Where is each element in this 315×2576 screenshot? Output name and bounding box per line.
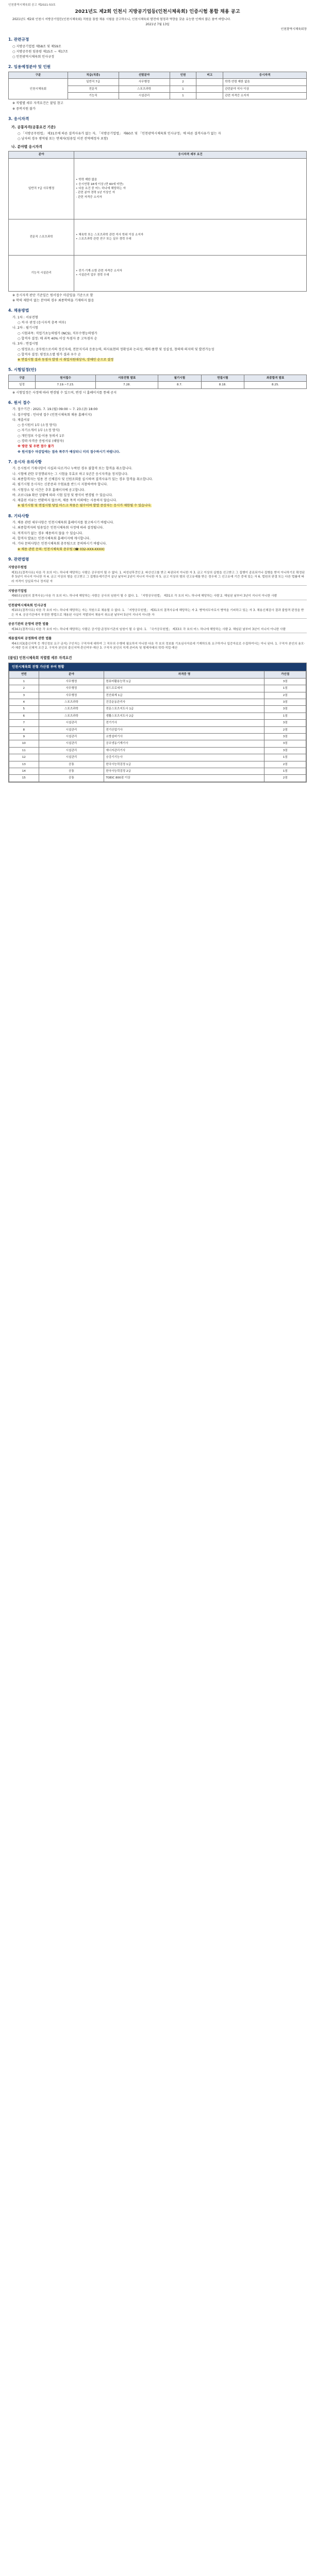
table-cell: 11 <box>9 747 39 754</box>
column-header: 직급(직종) <box>68 72 119 78</box>
law-text: 제60조(임원의 결격사유) 다음 각 호의 어느 하나에 해당하는 사람은 공사의 임원이 될 수 없다. 1. 「지방공무원법」 제31조 각 호의 어느 하나에 해당하는 사람 2. 해임된 날부터 3년이 지나지 아니한 사람 <box>11 594 277 598</box>
table-cell: 9 <box>9 733 39 740</box>
table-row <box>9 754 306 761</box>
table-header-row <box>9 72 307 78</box>
table-cell: 사무행정 <box>39 692 104 699</box>
law-title: 공공기관의 운영에 관한 법률 <box>8 622 49 626</box>
table-cell: 1 <box>170 93 196 99</box>
table-cell: 1점 <box>264 713 306 719</box>
table-row <box>9 692 306 699</box>
list-item: 다. 최종합격자는 임용 전 신체검사 및 신원조회를 실시하며 결격사유가 있는 경우 합격을 취소합니다. <box>12 477 153 481</box>
appendix <box>8 656 307 783</box>
column-header: 응시자격 <box>223 72 307 78</box>
section-title: 8. 기타사항 <box>8 513 29 518</box>
table-cell: 2 <box>170 79 196 86</box>
list-item: 바. 코로나19 확산 상황에 따라 시험 일정 및 방식이 변경될 수 있습니다. <box>12 493 113 497</box>
table-cell: 2점 <box>264 761 306 768</box>
table-cell: 시설관리 <box>39 740 104 747</box>
column-header: 가산점 <box>264 671 306 678</box>
section-eligibility <box>8 116 307 303</box>
table-cell: 2 <box>9 685 39 692</box>
table-row <box>9 685 306 692</box>
table-cell: 13 <box>9 761 39 768</box>
law-text: 제31조(결격사유) 다음 각 호의 어느 하나에 해당하는 사람은 공무원이 될 수 없다. 1. 피성년후견인 2. 파산선고를 받고 복권되지 아니한 자 3. 금고 이상의 실형을 선고받고 그 집행이 종료되거나 집행을 받지 아니하기로 확정된 후 5년이 지나지 아니한 자 4. 금고 이상의 형을 선고받고 그 집행유예기간이 끝난 날부터 2년이 지나지 아니한 자 5. 금고 이상의 형의 선고유예를 받은 경우에 그 선고유예 기간 중에 있는 자 6. 법원의 판결 또는 다른 법률에 따라 자격이 상실되거나 정지된 자 <box>11 571 305 583</box>
table-cell: 공통 <box>39 775 104 782</box>
table-cell: 건강운동관리사 <box>104 699 264 705</box>
column-header: 최종합격 발표 <box>244 375 307 381</box>
column-header: 연번 <box>9 671 39 678</box>
bonus-points-table <box>9 671 306 782</box>
table-cell: 승강기기능사 <box>104 754 264 761</box>
table-cell: 3 <box>9 692 39 699</box>
list-item: 다. 적격자가 없는 경우 채용하지 않을 수 있습니다. <box>12 531 84 535</box>
note: ※ 응시자격 판단 기준일은 원서접수 마감일을 기준으로 함 <box>12 293 93 297</box>
table-cell: 1점 <box>264 754 306 761</box>
table-row <box>9 775 306 782</box>
table-cell: 7.19.~7.23. <box>36 382 96 388</box>
table-cell: 기능직 <box>68 93 119 99</box>
table-cell: 7 <box>9 720 39 726</box>
table-cell: 공조냉동기계기사 <box>104 740 264 747</box>
table-cell: 3점 <box>264 740 306 747</box>
section-title: 3. 응시자격 <box>8 116 29 121</box>
table-cell: 일반직 7급 사무행정 <box>9 158 74 219</box>
page-title: 2021년도 제2회 인천시 지방공기업등(인천시체육회) 인증시험 통합 채용 공고 <box>75 9 240 14</box>
table-cell: 3점 <box>264 733 306 740</box>
section-application <box>8 400 307 454</box>
section-title: 5. 시험일정(안) <box>8 367 37 372</box>
column-header: 비고 <box>196 72 223 78</box>
intro-text: 2021년도 제2회 인천시 지방공기업등(인천시체육회) 직원을 통합 채용 시험을 공고하오니, 인천시체육회 발전에 열정과 역량을 갖춘 유능한 인재의 많은 참여 바랍니다. <box>12 18 231 21</box>
table-cell: 전산회계 1급 <box>104 692 264 699</box>
table-row <box>9 255 307 291</box>
list-item: 가. 채용 관련 세부사항은 인천시체육회 홈페이지를 참고하시기 바랍니다. <box>12 521 114 525</box>
list-item: ○ 합격자 결정: 매 과목 40% 이상 득점자 중 고득점자 순 <box>18 336 97 341</box>
table-header-row <box>9 151 307 158</box>
column-header: 인원 <box>170 72 196 78</box>
list-item: ○ 「지방공무원법」 제31조에 따른 결격사유가 없는 자, 「지방공기업법」 제60조 및 「인천광역시체육회 인사규정」에 따른 결격사유가 없는 자 <box>18 131 221 135</box>
table-cell: 3점 <box>264 699 306 705</box>
table-cell: 3점 <box>264 706 306 713</box>
column-header: 선발분야 <box>119 72 170 78</box>
table-row <box>9 720 306 726</box>
table-cell: 스포츠과학 <box>39 706 104 713</box>
column-header: 분야 <box>39 671 104 678</box>
list-item: 다. 3차 : 면접시험 <box>12 342 38 346</box>
law-title: 인천광역시체육회 인사규정 <box>8 603 46 607</box>
section-positions <box>8 64 307 111</box>
table-cell: 생활스포츠지도사 2급 <box>104 713 264 719</box>
table-cell: 전문스포츠지도사 1급 <box>104 706 264 713</box>
highlight-note: ※ 채용 관련 문의: 인천시체육회 총무팀 (☎ 032-XXX-XXXX) <box>18 547 105 551</box>
section-title: 4. 채용방법 <box>8 308 29 313</box>
table-cell: 7.28. <box>96 382 158 388</box>
table-cell: 8.7. <box>158 382 202 388</box>
list-item: ○ 합격자 결정: 평정요소별 평가 결과 우수 순 <box>18 352 81 357</box>
list-item: 다. 제출서류 <box>12 418 30 422</box>
divider <box>8 618 307 619</box>
table-cell: 1 <box>9 678 39 685</box>
subsection-title: 가. 공통자격(공통요건 기준) <box>11 125 56 130</box>
list-item: ○ 시험과목: 직업기초능력평가 (NCS), 직무수행능력평가 <box>18 331 97 335</box>
table-cell: 6 <box>9 713 39 719</box>
table-cell: 3점 <box>264 720 306 726</box>
doc-header: 인천광역시체육회 공고 제2021-53호 <box>8 4 56 7</box>
table-cell: 3점 <box>264 747 306 754</box>
table-cell: 일반직 7급 <box>68 79 119 86</box>
table-cell <box>196 86 223 92</box>
table-cell: • 전기·기계·소방 관련 자격증 소지자 • 시설관리 업무 경력 우대 <box>74 255 307 291</box>
table-cell: 관련분야 석사 이상 <box>223 86 307 92</box>
table-row <box>9 79 307 86</box>
table-cell: 시설관리 <box>39 720 104 726</box>
table-cell: 1점 <box>264 685 306 692</box>
column-header: 분야 <box>9 151 74 158</box>
table-cell: 스포츠과학 <box>119 86 170 92</box>
table-cell: TOEIC 800점 이상 <box>104 775 264 782</box>
list-item: ○ 적·부 판정 (응시자격 충족 여부) <box>18 321 66 325</box>
table-row <box>9 726 306 733</box>
table-cell: 3점 <box>264 678 306 685</box>
law-text: 제10조(결격사유) 다음 각 호의 어느 하나에 해당하는 자는 직원으로 채용될 수 없다. 1. 「지방공무원법」 제31조의 결격사유에 해당하는 자 2. 병역의무자로서 병역을 기피하고 있는 자 3. 채용신체검사 결과 불합격 판정을 받은 자 4. 공공기관에서 부정한 방법으로 채용된 사실이 적발되어 채용이 취소된 날부터 5년이 지나지 아니한 자 <box>11 608 304 617</box>
table-cell: 1점 <box>264 768 306 774</box>
law-title: 지방공기업법 <box>8 589 27 593</box>
table-header-row <box>9 671 306 678</box>
column-header: 구분 <box>9 375 36 381</box>
schedule-table <box>8 375 307 389</box>
table-cell: 시설관리 <box>39 754 104 761</box>
note: ※ 학력 제한이 없는 분야의 경우 최종학력을 기재하지 않음 <box>12 299 94 303</box>
table-cell: 15 <box>9 775 39 782</box>
warning-note: ※ 방문 및 우편 접수 불가 <box>18 445 54 449</box>
section-etc <box>8 513 307 552</box>
law-title: 지방공무원법 <box>8 566 27 570</box>
list-item: 나. 시험에 관한 부정행위자는 그 시험을 무효로 하고 5년간 응시자격을 정지합니다. <box>12 472 128 476</box>
law-text: 제4조의3(출신지역 등 개인정보 요구 금지) 구인자는 구직자에 대하여 그 직무의 수행에 필요하지 아니한 다음 각 호의 정보를 기초심사자료에 기재하도록 요구하거나 입증자료로 수집하여서는 아니 된다. 1. 구직자 본인의 용모·키·체중 등의 신체적 조건 2. 구직자 본인의 출신지역·혼인여부·재산 3. 구직자 본인의 직계 존비속 및 형제자매의 학력·직업·재산 <box>11 642 305 650</box>
table-cell: 한국사능력검정 1급 <box>104 761 264 768</box>
table-row <box>9 713 306 719</box>
list-item: ○ 인천광역시체육회 인사규정 <box>12 55 55 59</box>
table-cell: 전기산업기사 <box>104 726 264 733</box>
list-item: 가. 응시원서 기재사항이 사실과 다르거나 누락된 경우 불합격 또는 합격을 취소합니다. <box>12 467 132 471</box>
list-item: ○ 개인정보 수집·이용 동의서 1부 <box>18 434 64 438</box>
table-row <box>9 219 307 255</box>
table-cell: 공통 <box>39 768 104 774</box>
table-cell: 2점 <box>264 726 306 733</box>
table-cell: 12 <box>9 754 39 761</box>
table-cell: 공통 <box>39 761 104 768</box>
list-item: 나. 최종합격자의 임용일은 인천시체육회 사정에 따라 결정됩니다. <box>12 526 104 530</box>
table-cell: 기능직 시설관리 <box>9 255 74 291</box>
note: ※ 중복지원 불가 <box>12 107 36 111</box>
table-header-row <box>9 375 307 381</box>
table-cell: 사무행정 <box>39 678 104 685</box>
table-cell: 사무행정 <box>39 685 104 692</box>
column-header: 응시자격 세부 요건 <box>74 151 307 158</box>
list-item: ○ 응시원서 1부 (소정 양식) <box>18 423 57 428</box>
eligibility-table <box>8 151 307 291</box>
table-cell <box>196 79 223 86</box>
column-header: 자격증 명 <box>104 671 264 678</box>
table-cell: 컴퓨터활용능력 1급 <box>104 678 264 685</box>
column-header: 원서접수 <box>36 375 96 381</box>
subsection-title: 나. 분야별 응시자격 <box>11 145 42 149</box>
list-item: ○ 평정요소: 공무원으로서의 정신자세, 전문지식과 응용능력, 의사표현의 정확성과 논리성, 예의·품행 및 성실성, 창의력·의지력 및 발전가능성 <box>18 347 214 351</box>
table-cell: 4 <box>9 699 39 705</box>
table-cell: 워드프로세서 <box>104 685 264 692</box>
table-row <box>9 382 307 388</box>
note: ※ 직렬별 세부 자격요건은 붙임 참고 <box>12 101 63 106</box>
list-item: ○ 경력·자격증 증빙서류 (해당자) <box>18 439 64 444</box>
section-title: 9. 관련법령 <box>8 556 29 562</box>
table-cell: 2점 <box>264 692 306 699</box>
table-cell: • 체육학 또는 스포츠과학 관련 석사 학위 이상 소지자 • 스포츠과학 관련 연구 또는 실무 경력 우대 <box>74 219 307 255</box>
table-cell: 전기기사 <box>104 720 264 726</box>
list-item: 가. 접수기간 : 2021. 7. 19.(월) 09:00 ~ 7. 23.(금) 18:00 <box>12 408 98 412</box>
table-cell: 시설관리 <box>119 93 170 99</box>
table-row <box>9 706 306 713</box>
table-row <box>9 699 306 705</box>
table-cell: 8 <box>9 726 39 733</box>
table-cell <box>196 93 223 99</box>
list-item: 마. 기타 문의사항은 인천시체육회 총무팀으로 문의하시기 바랍니다. <box>12 542 107 546</box>
section-title: 2. 임용예정분야 및 인원 <box>8 64 51 70</box>
list-item: 나. 접수방법 : 인터넷 접수 (인천시체육회 채용 홈페이지) <box>12 413 92 417</box>
table-cell: 10 <box>9 740 39 747</box>
positions-table <box>8 72 307 100</box>
table-row <box>9 158 307 219</box>
table-cell: 에너지관리기사 <box>104 747 264 754</box>
table-row <box>9 747 306 754</box>
table-cell: • 학력 제한 없음 • 응시연령 18세 이상 (만 60세 미만) • 다음 요건 중 어느 하나에 해당하는 자 - 관련 분야 경력 1년 이상인 자 - 관련 자격증 소지자 <box>74 158 307 219</box>
note: ※ 시험일정은 사정에 따라 변경될 수 있으며, 변경 시 홈페이지를 통해 공지 <box>12 391 117 395</box>
section-selection-method <box>8 308 307 362</box>
table-cell: 전문직 스포츠과학 <box>9 219 74 255</box>
table-row <box>9 733 306 740</box>
table-cell: 1 <box>170 86 196 92</box>
list-item: ○ 지방공무원 임용령 제15조 ~ 제17조 <box>12 49 68 54</box>
list-item: 라. 합격자 발표는 인천시체육회 홈페이지에 게시합니다. <box>12 536 91 540</box>
section-related-laws <box>8 556 307 651</box>
section-title: 1. 관련규정 <box>8 37 29 42</box>
list-item: ○ 남자의 경우 병역필 또는 면제자(임용일 이전 전역예정자 포함) <box>18 137 108 141</box>
appendix-box-header: 인천시체육회 전형 가산점 부여 현황 <box>9 663 306 671</box>
list-item: 라. 필기시험 응시자는 신분증과 수험표를 반드시 지참하여야 합니다. <box>12 483 108 487</box>
table-cell: 소방설비기사 <box>104 733 264 740</box>
column-header: 면접시험 <box>201 375 244 381</box>
appendix-box <box>8 663 307 783</box>
table-cell: 2점 <box>264 775 306 782</box>
list-item: 나. 2차 : 필기시험 <box>12 326 38 330</box>
table-row <box>9 740 306 747</box>
table-cell: 전문직 <box>68 86 119 92</box>
table-cell: 인천시체육회 <box>9 79 68 99</box>
column-header: 서류전형 발표 <box>96 375 158 381</box>
table-row <box>9 761 306 768</box>
list-item: ○ 지방공기업법 제58조 및 제59조 <box>12 44 61 48</box>
table-cell: 시설관리 <box>39 747 104 754</box>
table-cell: 학력·연령 제한 없음 <box>223 79 307 86</box>
table-cell: 관련 자격증 소지자 <box>223 93 307 99</box>
table-cell: 시설관리 <box>39 733 104 740</box>
list-item: 사. 제출된 서류는 반환하지 않으며, 채용 목적 이외에는 사용하지 않습니다. <box>12 499 117 503</box>
law-title: 채용절차의 공정화에 관한 법률 <box>8 637 52 641</box>
highlight-note: ※ 면접시험 결과 동점자 발생 시 취업지원대상자, 장애인 순으로 결정 <box>18 358 114 362</box>
table-cell: 14 <box>9 768 39 774</box>
table-cell: 사무행정 <box>119 79 170 86</box>
info-note: ※ 원서접수 마감일에는 접속 폭주가 예상되니 미리 접수하시기 바랍니다. <box>18 450 120 454</box>
table-cell: 스포츠과학 <box>39 713 104 719</box>
highlight-note: ※ 필기시험 및 면접시험 당일 마스크 착용은 필수이며 발열 증상자는 응시가 제한될 수 있습니다. <box>18 504 152 508</box>
issuing-org: 인천광역시체육회장 <box>280 28 307 31</box>
section-cautions <box>8 459 307 509</box>
divider <box>8 585 307 586</box>
section-title: 6. 원서 접수 <box>8 400 30 405</box>
column-header: 구분 <box>9 72 68 78</box>
section-schedule <box>8 367 307 395</box>
appendix-title: [붙임] 인천시체육회 직렬별 세부 자격요건 <box>8 655 72 660</box>
list-item: 마. 시험장소 및 시간은 추후 홈페이지에 공고합니다. <box>12 488 86 492</box>
table-row <box>9 768 306 774</box>
table-cell: 일정 <box>9 382 36 388</box>
table-cell: 한국사능력검정 2급 <box>104 768 264 774</box>
table-cell: 스포츠과학 <box>39 699 104 705</box>
table-cell: 8.18. <box>201 382 244 388</box>
announcement-date: 2021년 7월 13일 <box>145 23 170 26</box>
column-header: 필기시험 <box>158 375 202 381</box>
table-cell: 8.25. <box>244 382 307 388</box>
table-row <box>9 678 306 685</box>
law-text: 제34조(결격사유) 다음 각 호의 어느 하나에 해당하는 사람은 공기업·준정부기관의 임원이 될 수 없다. 1. 「국가공무원법」 제33조 각 호의 어느 하나에 해당하는 사람 2. 해임된 날부터 3년이 지나지 아니한 사람 <box>11 628 286 631</box>
section-regulations <box>8 37 307 59</box>
list-item: ○ 자기소개서 1부 (소정 양식) <box>18 429 60 433</box>
table-cell: 시설관리 <box>39 726 104 733</box>
section-title: 7. 응시자 유의사항 <box>8 459 42 464</box>
list-item: 가. 1차 : 서류전형 <box>12 315 38 319</box>
table-cell: 5 <box>9 706 39 713</box>
